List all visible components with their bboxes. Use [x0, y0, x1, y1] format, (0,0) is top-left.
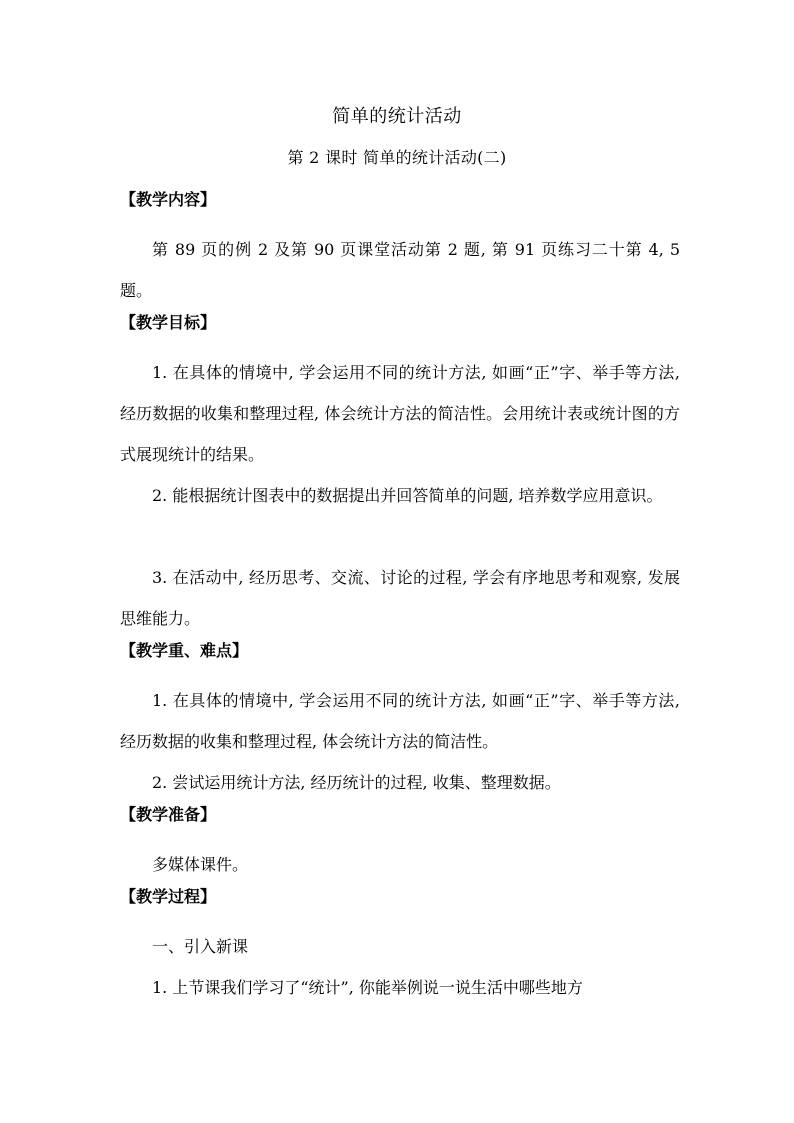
section-heading: 【教学重、难点】 — [120, 641, 249, 660]
paragraph: 第 89 页的例 2 及第 90 页课堂活动第 2 题, 第 91 页练习二十第 4, 5 题。 — [120, 240, 680, 300]
document-subtitle: 第 2 课时 简单的统计活动(二) — [287, 148, 507, 167]
paragraph: 2. 能根据统计图表中的数据提出并回答简单的问题, 培养数学应用意识。 — [152, 486, 663, 505]
paragraph: 一、引入新课 — [152, 937, 249, 956]
section-preparation — [120, 803, 680, 885]
paragraph: 3. 在活动中, 经历思考、交流、讨论的过程, 学会有序地思考和观察, 发展思维能力。 — [120, 568, 680, 628]
section-heading: 【教学目标】 — [120, 313, 217, 332]
document-body — [120, 188, 680, 1008]
section-process — [120, 885, 680, 1008]
section-key-points — [120, 639, 680, 803]
section-heading: 【教学准备】 — [120, 805, 217, 824]
section-teaching-content — [120, 188, 680, 311]
document-title: 简单的统计活动 — [332, 106, 462, 127]
section-teaching-objectives — [120, 311, 680, 639]
paragraph: 多媒体课件。 — [152, 855, 249, 874]
paragraph: 1. 上节课我们学习了“统计”, 你能举例说一说生活中哪些地方 — [152, 978, 583, 997]
paragraph: 2. 尝试运用统计方法, 经历统计的过程, 收集、整理数据。 — [152, 773, 561, 792]
section-heading: 【教学过程】 — [120, 887, 217, 906]
section-heading: 【教学内容】 — [120, 190, 217, 209]
paragraph: 1. 在具体的情境中, 学会运用不同的统计方法, 如画“正”字、举手等方法, 经历数据的收集和整理过程, 体会统计方法的简洁性。会用统计表或统计图的方式展现统计的结果。 — [120, 363, 680, 464]
paragraph: 1. 在具体的情境中, 学会运用不同的统计方法, 如画“正”字、举手等方法, 经历数据的收集和整理过程, 体会统计方法的简洁性。 — [120, 691, 680, 751]
